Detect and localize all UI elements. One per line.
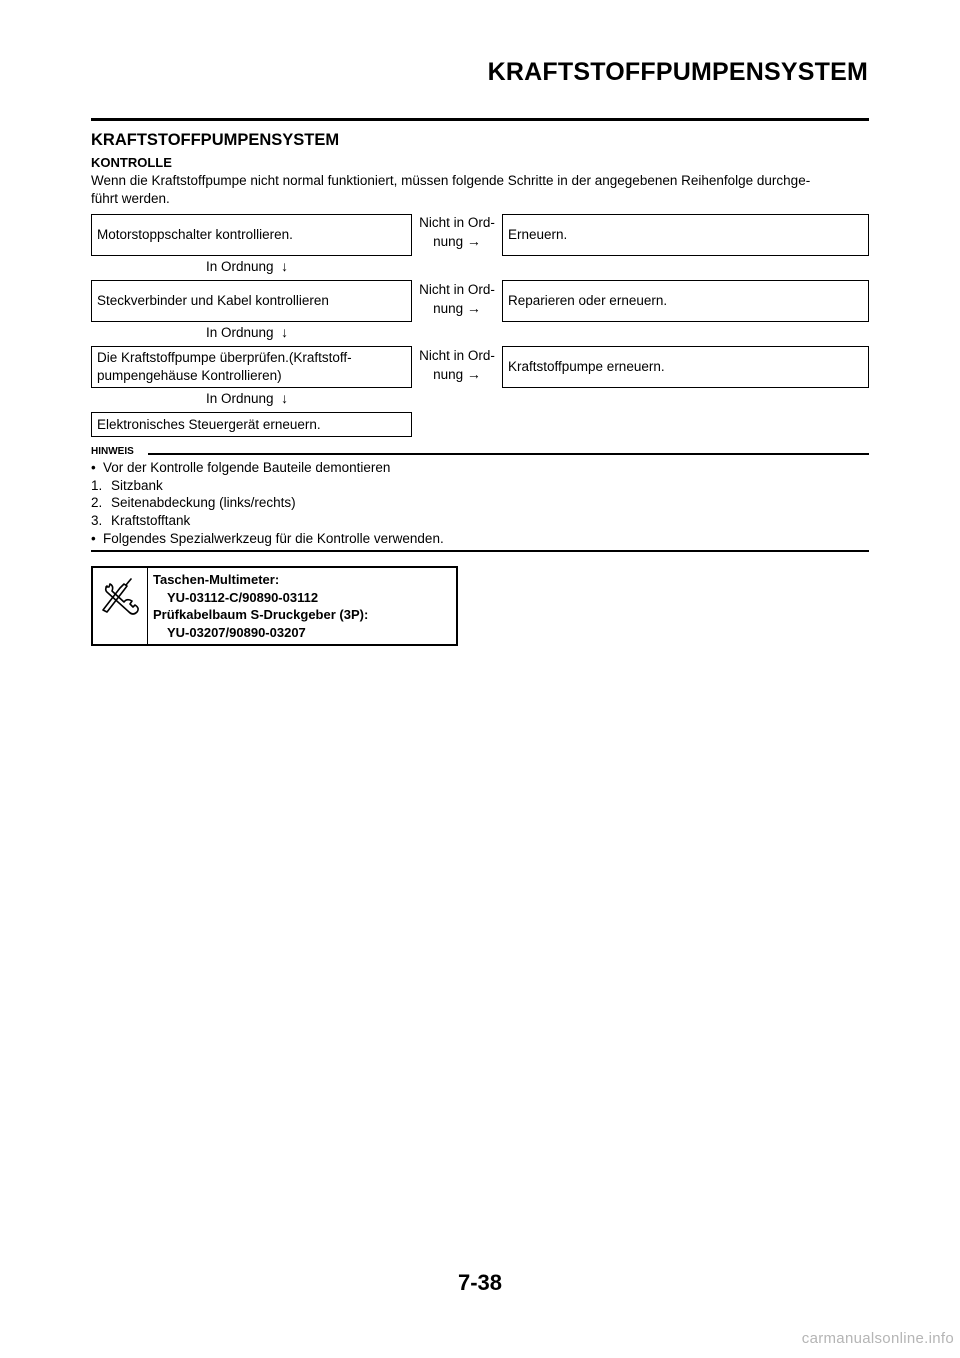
tool-icon-cell xyxy=(93,568,148,644)
note-item-text: Sitzbank xyxy=(111,478,163,493)
intro-line-1: Wenn die Kraftstoffpumpe nicht normal funktioniert, müssen folgende Schritte in der angegebenen Reihenfolge durchge- xyxy=(91,173,811,188)
section-title: KRAFTSTOFFPUMPENSYSTEM xyxy=(91,131,340,149)
note-item-text: Folgendes Spezialwerkzeug für die Kontrolle verwenden. xyxy=(103,531,444,546)
note-item-2 xyxy=(91,477,163,494)
item-number: 1. xyxy=(91,478,103,493)
note-item-5 xyxy=(91,530,444,547)
flow-ng-label-3 xyxy=(412,347,502,384)
tool-name-1: Taschen-Multimeter: xyxy=(153,572,280,587)
ok-text: In Ordnung xyxy=(206,325,274,340)
note-item-text: Kraftstofftank xyxy=(111,513,191,528)
flow-final-text: Elektronisches Steuergerät erneuern. xyxy=(97,416,321,432)
ng-line-1: Nicht in Ord- xyxy=(419,348,495,363)
arrow-down-icon: ↓ xyxy=(281,258,289,274)
note-end-rule xyxy=(91,550,869,552)
flow-ok-label-2 xyxy=(206,323,288,342)
page-number: 7-38 xyxy=(457,1270,503,1295)
note-rule xyxy=(148,453,869,455)
flow-check-1-text: Motorstoppschalter kontrollieren. xyxy=(97,227,293,242)
sub-title: KONTROLLE xyxy=(91,155,172,170)
flow-ng-label-1 xyxy=(412,214,502,251)
flow-check-2-text: Steckverbinder und Kabel kontrollieren xyxy=(97,293,329,308)
flow-action-2 xyxy=(502,280,869,322)
header-rule xyxy=(91,118,869,121)
item-number: 2. xyxy=(91,495,103,510)
ng-line-2: nung xyxy=(433,301,464,316)
note-item-text: Vor der Kontrolle folgende Bauteile demontieren xyxy=(103,460,391,475)
ok-text: In Ordnung xyxy=(206,391,274,406)
tool-part-number-2: YU-03207/90890-03207 xyxy=(167,624,306,640)
flow-ng-label-2 xyxy=(412,281,502,318)
flow-check-1 xyxy=(91,214,412,256)
flow-action-3 xyxy=(502,346,869,388)
item-number: 3. xyxy=(91,513,103,528)
note-label: HINWEIS xyxy=(91,446,134,457)
arrow-right-icon: → xyxy=(466,366,481,382)
note-item-text: Seitenabdeckung (links/rechts) xyxy=(111,495,296,510)
tool-part-number-1: YU-03112-C/90890-03112 xyxy=(167,589,319,605)
arrow-right-icon: → xyxy=(466,233,481,249)
ng-line-1: Nicht in Ord- xyxy=(419,282,495,297)
flow-ok-label-1 xyxy=(206,257,288,276)
ng-line-2: nung xyxy=(433,234,464,249)
flow-check-3-line-2: pumpengehäuse Kontrollieren) xyxy=(97,368,282,383)
flow-check-3-line-1: Die Kraftstoffpumpe überprüfen.(Kraftstoff- xyxy=(97,350,352,365)
page-header-title: KRAFTSTOFFPUMPENSYSTEM xyxy=(487,58,868,86)
ok-text: In Ordnung xyxy=(206,259,274,274)
special-tool-box xyxy=(91,566,458,646)
intro-text xyxy=(91,172,869,208)
note-item-3 xyxy=(91,494,296,511)
watermark: carmanualsonline.info xyxy=(801,1330,954,1347)
tool-text xyxy=(153,571,368,641)
arrow-down-icon: ↓ xyxy=(281,390,289,406)
ng-line-1: Nicht in Ord- xyxy=(419,215,495,230)
arrow-right-icon: → xyxy=(466,300,481,316)
flow-check-2 xyxy=(91,280,412,322)
flow-action-1 xyxy=(502,214,869,256)
flow-check-3 xyxy=(91,346,412,388)
wrench-screwdriver-icon xyxy=(93,568,147,644)
note-item-1 xyxy=(91,459,390,476)
flow-action-1-text: Erneuern. xyxy=(508,227,568,242)
flow-final xyxy=(91,412,412,437)
flow-action-3-text: Kraftstoffpumpe erneuern. xyxy=(508,359,665,374)
flow-ok-label-3 xyxy=(206,389,288,408)
bullet: • xyxy=(91,531,96,546)
note-item-4 xyxy=(91,512,190,529)
tool-name-2: Prüfkabelbaum S-Druckgeber (3P): xyxy=(153,607,369,622)
ng-line-2: nung xyxy=(433,367,464,382)
flow-action-2-text: Reparieren oder erneuern. xyxy=(508,293,668,308)
arrow-down-icon: ↓ xyxy=(281,324,289,340)
intro-line-2: führt werden. xyxy=(91,191,170,206)
bullet: • xyxy=(91,460,96,475)
